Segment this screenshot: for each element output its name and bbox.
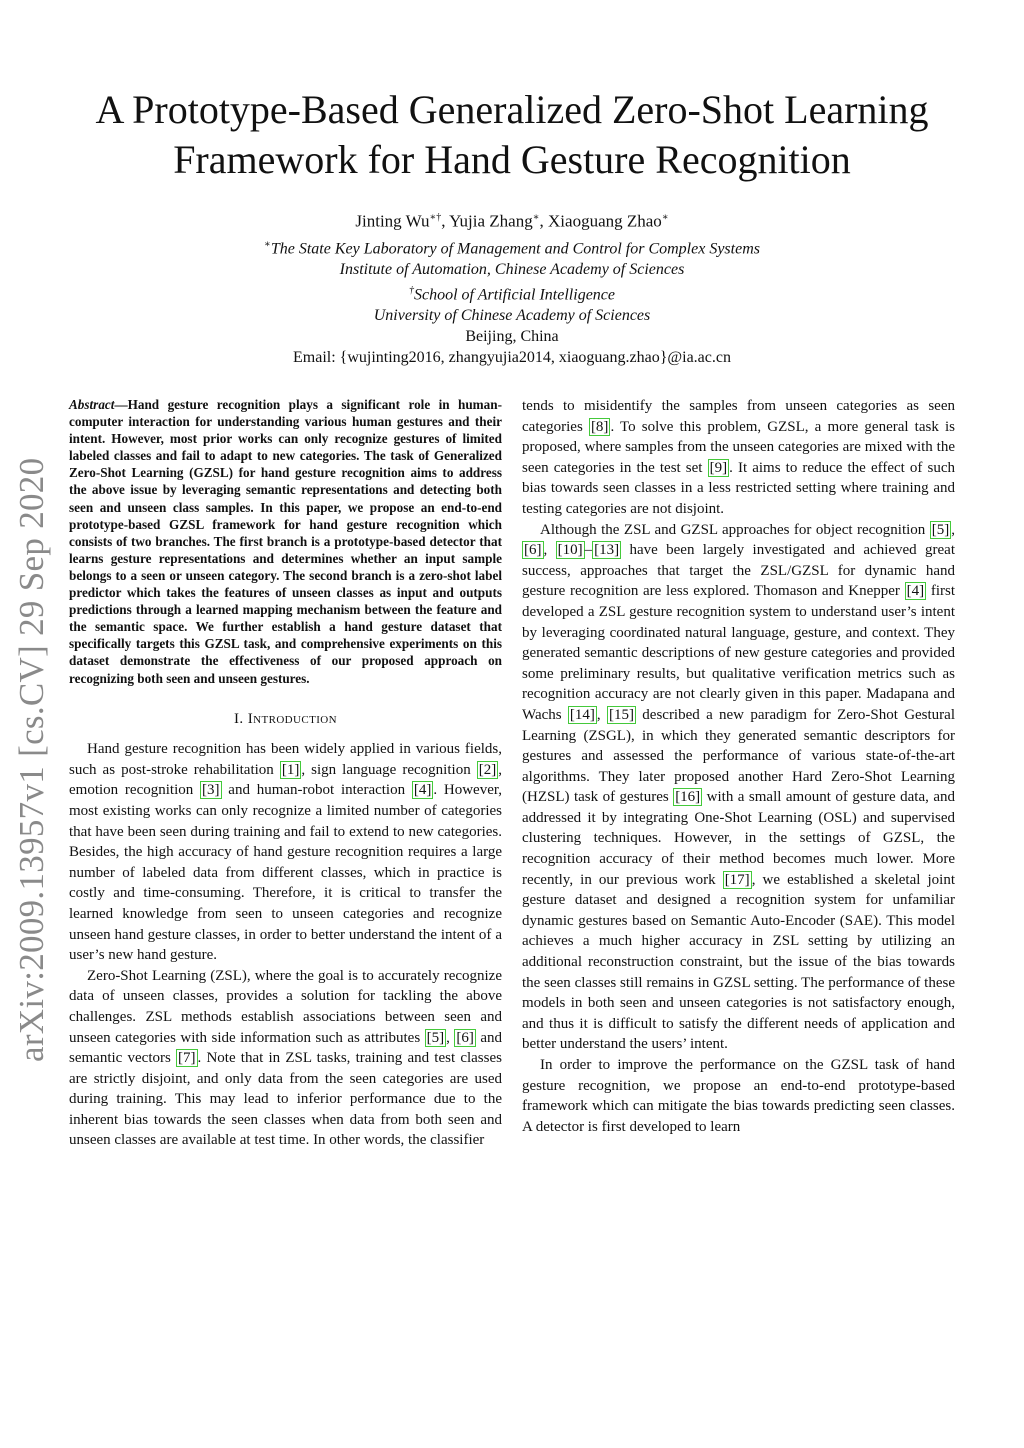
affiliation-mark: ∗	[264, 238, 271, 250]
citation-link[interactable]: [8]	[590, 418, 609, 435]
citation-link[interactable]: [9]	[709, 459, 728, 476]
author-email: Email: {wujinting2016, zhangyujia2014, xiaoguang.zhao}@ia.ac.cn	[293, 349, 731, 367]
citation-link[interactable]: [6]	[524, 542, 542, 559]
author-name: Xiaoguang Zhao	[548, 211, 662, 231]
citation-link[interactable]: [14]	[569, 706, 595, 723]
paper-title	[40, 85, 984, 185]
title-line-1: A Prototype-Based Generalized Zero-Shot Learning	[95, 87, 929, 132]
affiliation-line: Institute of Automation, Chinese Academy of Sciences	[339, 260, 685, 278]
citation-link[interactable]: [17]	[724, 871, 750, 888]
title-line-2: Framework for Hand Gesture Recognition	[173, 137, 851, 182]
paragraph: Although the ZSL and GZSL approaches for object recognition [5] , [6] , [10] – [13] have been largely investigated and achieved great success, approaches that target the ZSL/GZSL for dynamic hand gesture recognition are less explored. Thomason and Knepper [4] first developed a ZSL gesture recognition system to understand user’s intent by leveraging coordinated natural language, gesture, and context. They generated semantic descriptions of new gesture categories and provided some preliminary results, but qualitative verification metrics such as recognition accuracy are not clearly given in this paper. Madapana and Wachs [14] , [15] described a new paradigm for Zero-Shot Gestural Learning (ZSGL), in which they generated semantic descriptors for gestures and assessed the performance of various state-of-the-art algorithms. They later proposed another Hard Zero-Shot Learning (HZSL) task of gestures [16] with a small amount of gesture data, and addressed it by integrating One-Shot Learning (OSL) and supervised clustering techniques. However, in the settings of GZSL, the recognition accuracy of their method becomes much lower. More recently, in our previous work [17] , we established a skeletal joint gesture dataset and designed a recognition system for unfamiliar dynamic gestures based on Semantic Auto-Encoder (SAE). This model achieves a much higher accuracy in ZSL setting by utilizing an additional reconstruction constraint, but the issue of the bias towards the seen classes still remains in GZSL setting. The performance of these models in both seen and unseen categories is not satisfactory enough, and thus it is difficult to satisfy the different needs of application and better understand the users’ intent.	[522, 521, 956, 1053]
citation-link[interactable]: [5]	[426, 1029, 445, 1046]
paragraph: Hand gesture recognition has been widely applied in various fields, such as post-stroke rehabilitation [1] , sign language recognition [2] , emotion recognition [3] and human-robot interaction [4] . However, most existing works can only recognize a limited number of categories that have been seen during training and fail to extend to new categories. Besides, the high accuracy of hand gesture recognition requires a large number of labeled data from different classes, which in practice is costly and time-consuming. Therefore, it is critical to transfer the learned knowledge from seen to unseen categories and recognize unseen hand gesture classes, in order to better understand the intent of a user’s new hand gesture.	[69, 741, 502, 964]
affiliation-mark: †	[409, 284, 414, 296]
author-separator: ,	[441, 211, 450, 231]
citation-link[interactable]: [13]	[594, 542, 620, 559]
citation-link[interactable]: [3]	[202, 782, 220, 799]
author-separator: ,	[539, 211, 549, 231]
right-column	[522, 396, 955, 1137]
left-column	[69, 396, 502, 1151]
abstract-label: Abstract	[69, 397, 115, 412]
paragraph: tends to misidentify the samples from unseen categories as seen categories [8] . To solve this problem, GZSL, a more general task is proposed, where samples from the unseen categories are mixed with the seen categories in the test set [9] . It aims to reduce the effect of such bias towards seen classes in a less restricted setting where training and testing categories are not disjoint.	[522, 398, 956, 517]
author-names	[112, 207, 912, 232]
author-marks: ∗	[532, 212, 540, 223]
author-marks: ∗	[661, 212, 669, 223]
section-heading-introduction: I. Introduction	[234, 710, 337, 727]
arxiv-identifier-stamp: arXiv:2009.13957v1 [cs.CV] 29 Sep 2020	[12, 457, 51, 1062]
citation-link[interactable]: [10]	[557, 542, 583, 559]
abstract-text: —Hand gesture recognition plays a significant role in human-computer interaction for understanding various human gestures and their intent. However, most prior works can only recognize gestures of limited labeled classes and fail to adapt to new categories. The task of Generalized Zero-Shot Learning (GZSL) for hand gesture recognition aims to address the above issue by leveraging semantic representations and detecting both seen and unseen class samples. In this paper, we propose an end-to-end prototype-based GZSL framework for hand gesture recognition which consists of two branches. The first branch is a prototype-based detector that learns gesture representations and determines whether an input sample belongs to a seen or unseen category. The second branch is a zero-shot label predictor which takes the features of unseen classes as input and outputs predictions through a learned mapping mechanism between the feature and the semantic space. We further establish a hand gesture dataset that specifically targets this GZSL task, and comprehensive experiments on this dataset demonstrate the effectiveness of our proposed approach on recognizing both seen and unseen gestures.	[69, 397, 502, 686]
affiliation-line: †School of Artificial Intelligence	[409, 284, 615, 304]
citation-link[interactable]: [2]	[478, 761, 497, 778]
citation-link[interactable]: [4]	[413, 782, 432, 799]
affiliation-line: ∗The State Key Laboratory of Management and Control for Complex Systems	[264, 238, 760, 257]
paragraph: In order to improve the performance on the GZSL task of hand gesture recognition, we propose an end-to-end prototype-based framework which can mitigate the bias towards predicting seen classes. A detector is first developed to learn	[522, 1057, 955, 1135]
citation-link[interactable]: [15]	[608, 706, 634, 723]
author-name: Jinting Wu	[355, 211, 430, 231]
citation-link[interactable]: [16]	[675, 789, 701, 806]
citation-link[interactable]: [7]	[178, 1050, 196, 1067]
affiliation-city: Beijing, China	[465, 328, 559, 346]
author-block	[112, 207, 912, 368]
author-marks: ∗†	[429, 212, 442, 223]
citation-link[interactable]: [6]	[456, 1029, 474, 1046]
citation-link[interactable]: [4]	[906, 583, 925, 600]
affiliation-line: University of Chinese Academy of Sciences	[373, 307, 651, 325]
author-name: Yujia Zhang	[449, 211, 533, 231]
citation-link[interactable]: [5]	[931, 521, 950, 538]
abstract	[69, 396, 502, 687]
citation-link[interactable]: [1]	[281, 761, 300, 778]
paragraph: Zero-Shot Learning (ZSL), where the goal is to accurately recognize data of unseen classes, provides a solution for tackling the above challenges. ZSL methods establish associations between seen and unseen categories with side information such as attributes [5] , [6] and semantic vectors [7] . Note that in ZSL tasks, training and test classes are strictly disjoint, and only data from the seen categories are used during training. This may lead to inferior performance due to the inherent bias towards the seen classes when data from both seen and unseen classes are available at test time. In other words, the classifier	[69, 967, 502, 1149]
